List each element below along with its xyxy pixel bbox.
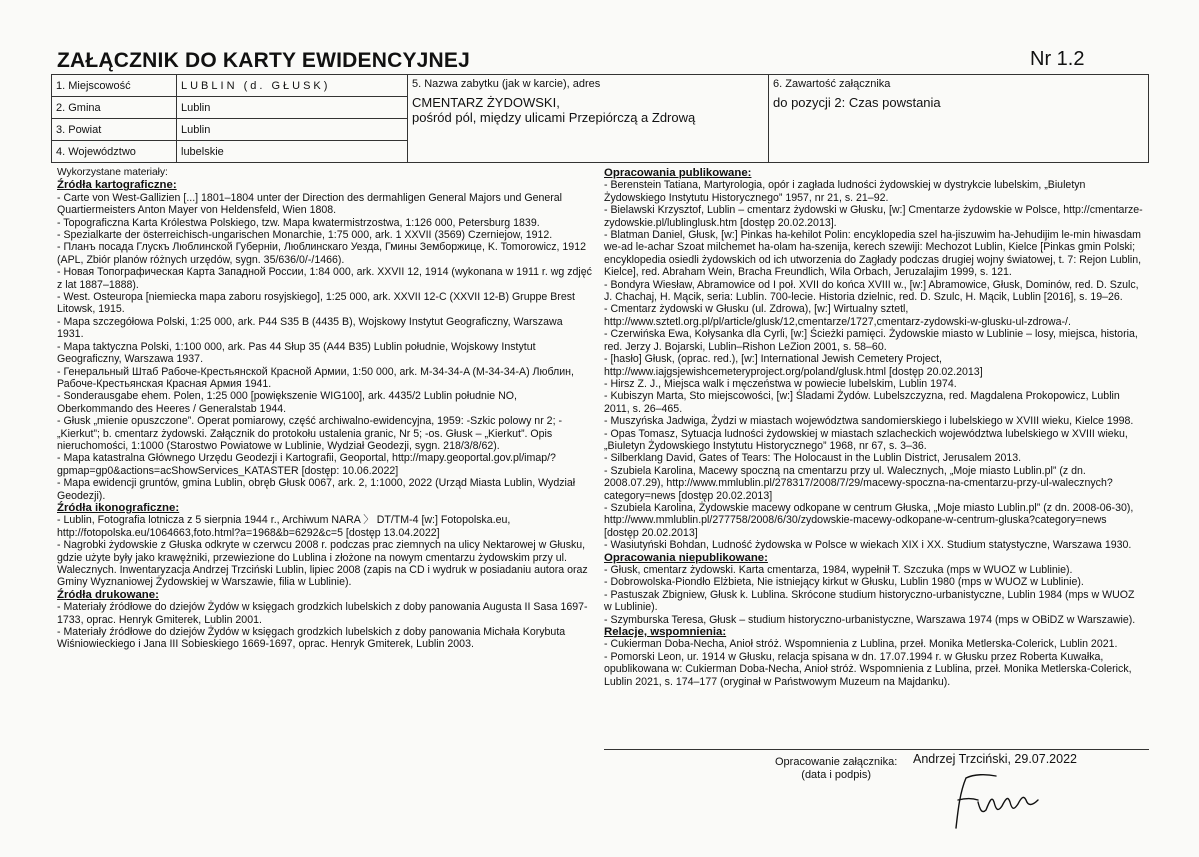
handwritten-signature [952,770,1062,832]
field-label-miejscowosc: 1. Miejscowość [52,75,177,97]
right-column [604,167,1144,688]
bibliography-entry: - Głusk, cmentarz żydowski. Karta cmentarza, 1984, wypełnił T. Szczuka (mps w WUOZ w Lublinie). [604,564,1073,576]
bibliography-entry: - Wasiutyński Bohdan, Ludność żydowska w Polsce w wiekach XIX i XX. Studium statystyczne, Warszawa 1930. [604,539,1132,552]
field-value-gmina: Lublin [177,97,408,119]
bibliography-entry: - Czerwińska Ewa, Kołysanka dla Cyrli, [w:] Ścieżki pamięci. Żydowskie miasto w Lublinie – losy, miejsca, historia, red. Jerzy J. Bojarski, Lublin–Rishon LeZion 2001, s. 58–60. [604,328,1138,353]
bibliography-entry: - [hasło] Głusk, (oprac. red.), [w:] International Jewish Cemetery Project, http://www.iajgsjewishcemeteryproject.org/poland/glusk.html [dostęp 20.02.2013] [604,353,983,378]
bibliography-entry: - Muszyńska Jadwiga, Żydzi w miastach województwa sandomierskiego i lubelskiego w XVIII wieku, Kielce 1998. [604,415,1134,428]
bibliography-entry: - Lublin, Fotografia lotnicza z 5 sierpnia 1944 r., Archiwum NARA 〉 DT/TM-4 [w:] Fotopolska.eu, http://fotopolska.eu/1064663,foto.html?a=1968&b=6292&c=5 [dostęp 13.04.2022] [57,514,511,539]
materials-label: Wykorzystane materiały: [57,167,168,178]
bibliography-entry: - Szymburska Teresa, Głusk – studium historyczno-urbanistyczne, Warszawa 1974 (mps w OBiDZ w Warszawie). [604,613,1136,626]
bibliography-entry: - Materiały źródłowe do dziejów Żydów w księgach grodzkich lubelskich z doby panowania Augusta II Sasa 1697-1733, oprac. Henryk Gmiterek, Lublin 2001. [57,601,588,626]
bibliography-entry: - Szubiela Karolina, Macewy spoczną na cmentarzu przy ul. Walecznych, „Moje miasto Lublin.pl” (z dn. 2008.07.29), http://www.mmlublin.pl/278317/2008/7/29/macewy-spoczna-na-cmentarzu-przy-ul-walecznych?category=news [dostęp 20.02.2013] [604,464,1113,502]
bibliography-entry: - Dobrowolska-Piondło Elżbieta, Nie istniejący kirkut w Głusku, Lublin 1980 (mps w WUOZ w Lublinie). [604,576,1084,589]
prepared-value: Andrzej Trzciński, 29.07.2022 [913,752,1077,766]
bibliography-entry: - Berenstein Tatiana, Martyrologia, opór i zagłada ludności żydowskiej w dystrykcie lubelskim, „Biuletyn Żydowskiego Instytutu Historycznego” 1957, nr 21, s. 21–92. [604,179,1086,204]
bibliography-entry: - Nagrobki żydowskie z Głuska odkryte w czerwcu 2008 r. podczas prac ziemnych na ulicy Nektarowej w Głusku, gdzie użyte były jako krawężniki, przewiezione do Lublina i złożone na nowym cmentarzu żydowskim przy ul. Walecznych. Inwentaryzacja Andrzej Trzciński Lublin, lipiec 2008 (zapis na CD i wydruk w posiadaniu autora oraz Gminy Wyznaniowej Żydowskiej w Warszawie, filia w Lublinie). [57,539,588,589]
bibliography-entry: - Mapa ewidencji gruntów, gmina Lublin, obręb Głusk 0067, ark. 2, 1:1000, 2022 (Urząd Miasta Lublin, Wydział Geodezji). [57,477,576,502]
bibliography-entry: - Cukierman Doba-Necha, Anioł stróż. Wspomnienia z Lublina, przeł. Monika Metlerska-Colerick, Lublin 2021. [604,638,1118,651]
field-zawartosc [769,75,1149,163]
field-value-zawartosc: do pozycji 2: Czas powstania [773,95,941,110]
bibliography-entry: - Bielawski Krzysztof, Lublin – cmentarz żydowski w Głusku, [w:] Cmentarze żydowskie w Polsce, http://cmentarze-zydowskie.pl/lublinglusk.htm [dostęp 20.02.2013]. [604,204,1143,229]
field-zabytek [408,75,769,163]
bibliography-entry: - Materiały źródłowe do dziejów Żydów w księgach grodzkich lubelskich z doby panowania Michała Korybuta Wiśniowieckiego i Jana III Sobieskiego 1669-1697, oprac. Henryk Gmiterek, Lublin 2003. [57,626,566,651]
field-value-powiat: Lublin [177,119,408,141]
bibliography-entry: - Mapa taktyczna Polski, 1:100 000, ark. Pas 44 Słup 35 (A44 B35) Lublin południe, Wojskowy Instytut Geograficzny, Warszawa 1937. [57,340,536,366]
section-heading-opracowania-publikowane: Opracowania publikowane: [604,167,752,179]
footer-divider [604,749,1149,750]
left-column [57,167,592,651]
bibliography-entry: - Spezialkarte der österreichisch-ungarischen Monarchie, 1:75 000, ark. 1 XXVII (3569) Czerniejow, 1912. [57,229,553,242]
section-heading-opracowania-niepublikowane: Opracowania niepublikowane: [604,551,768,564]
field-label-zawartosc: 6. Zawartość załącznika [773,78,891,90]
bibliography-entry: - Генеральный Штаб Рабоче-Крестьянской Красной Армии, 1:50 000, ark. M-34-34-A (M-34-34-A) Люблин, Рабоче-Крестьянская Красная Армия 1941. [57,365,574,390]
bibliography-entry: - Hirsz Z. J., Miejsca walk i męczeństwa w powiecie lubelskim, Lublin 1974. [604,377,957,390]
bibliography-entry: - Blatman Daniel, Głusk, [w:] Pinkas ha-kehilot Polin: encyklopedia szel ha-jiszuwim ha-Jehudijim le-min hiwasdam we-ad le-achar Szoat milchemet ha-olam ha-szenija, kerech szewiji: Mechozot Lublin, Kielce [Pinkas gmin Polski; encyklopedia osiedli żydowskich od ich utworzenia do Zagłady podczas drugiej wojny światowej, t. 7: Rejon Lublin, Kielce], red. Abraham Wein, Bracha Freundlich, Wila Orbach, Jeruzalajim 1999, s. 121. [604,229,1142,279]
bibliography-entry: - Głusk „mienie opuszczone”. Operat pomiarowy, część archiwalno-ewidencyjna, 1959: -Szkic polowy nr 2; -„Kierkut”; b. cmentarz żydowski. Załącznik do protokołu ustalenia granic, Nr 5; -os. Głusk – „Kierkut”. Opis nieruchomości, 1:1000 (Starostwo Powiatowe w Lublinie, Wydział Geodezji, sygn. 218/3/8/62). [57,415,562,452]
document-title: ZAŁĄCZNIK DO KARTY EWIDENCYJNEJ [57,49,471,72]
bibliography-entry: - Silberklang David, Gates of Tears: The Holocaust in the Lublin District, Jerusalem 2013. [604,452,1022,465]
prepared-label: Opracowanie załącznika: (data i podpis) [775,756,898,781]
bibliography-entry: - Планъ посада Глускъ Люблинской Губерніи, Люблинскаго Уезда, Гмины Земборжице, K. Tomorowicz, 1912 (APL, Zbiór planów różnych urzędów, sygn. 35/636/0/-/1466). [57,241,586,266]
bibliography-entry: - Pastuszak Zbigniew, Głusk k. Lublina. Skrócone studium historyczno-urbanistyczne, Lublin 1984 (mps w WUOZ w Lublinie). [604,588,1135,614]
bibliography-entry: - Topograficzna Karta Królestwa Polskiego, tzw. Mapa kwatermistrzostwa, 1:126 000, Petersburg 1839. [57,216,540,229]
bibliography-entry: - West. Osteuropa [niemiecka mapa zaboru rosyjskiego], 1:25 000, ark. XXVII 12-C (XXVII 12-B) Gruppe Brest Litowsk, 1915. [57,291,575,316]
bibliography-entry: - Mapa katastralna Głównego Urzędu Geodezji i Kartografii, Geoportal, http://mapy.geoportal.gov.pl/imap/?gpmap=gp0&actions=acShowServices_KATASTER [dostęp: 10.06.2022] [57,452,556,477]
header-table [51,74,1149,163]
section-heading-relacje-wspomnienia: Relacje, wspomnienia: [604,626,727,639]
bibliography-entry: - Szubiela Karolina, Żydowskie macewy odkopane w centrum Głuska, „Moje miasto Lublin.pl” (z dn. 2008-06-30), http://www.mmlublin.pl/277758/2008/6/30/zydowskie-macewy-odkopane-w-centrum-gluska?category=news [dostęp 20.02.2013] [604,501,1134,539]
attachment-number: Nr 1.2 [1030,48,1085,70]
field-value-wojewodztwo: lubelskie [177,141,408,163]
bibliography-entry: - Carte von West-Gallizien [...] 1801–1804 unter der Direction des dermahligen General Majors und General Quartiermeisters Anton Mayer von Heldensfeld, Wien 1808. [57,191,563,217]
section-heading-zrodla-drukowane: Źródła drukowane: [57,588,159,601]
bibliography-entry: - Mapa szczegółowa Polski, 1:25 000, ark. P44 S35 B (4435 B), Wojskowy Instytut Geograficzny, Warszawa 1931. [57,315,563,341]
field-label-powiat: 3. Powiat [52,119,177,141]
field-label-zabytek: 5. Nazwa zabytku (jak w karcie), adres [412,78,601,90]
field-value-zabytek: CMENTARZ ŻYDOWSKI, pośród pól, między ulicami Przepiórczą a Zdrową [412,95,696,125]
bibliography-entry: - Pomorski Leon, ur. 1914 w Głusku, relacja spisana w dn. 17.07.1994 r. w Głusku przez Roberta Kuwałka, opublikowana w: Cukierman Doba-Necha, Anioł stróż. Wspomnienia z Lublina, przeł. Monika Metlerska-Colerick, Lublin 2021, s. 174–177 (oryginał w Państwowym Muzeum na Majdanku). [604,650,1132,688]
field-label-gmina: 2. Gmina [52,97,177,119]
bibliography-entry: - Sonderausgabe ehem. Polen, 1:25 000 [powiększenie WIG100], ark. 4435/2 Lublin południe NO, Oberkommando des Heeres / Generalstab 1944. [57,390,517,415]
bibliography-entry: - Kubiszyn Marta, Sto miejscowości, [w:] Śladami Żydów. Lubelszczyzna, red. Magdalena Prokopowicz, Lublin 2011, s. 26–465. [604,390,1120,415]
field-label-wojewodztwo: 4. Województwo [52,141,177,163]
bibliography-entry: - Новая Топографическая Карта Западной России, 1:84 000, ark. XXVII 12, 1914 (wykonana w 1911 r. wg zdjęć z lat 1887–1888). [57,266,592,291]
section-heading-zrodla-ikonograficzne: Źródła ikonograficzne: [57,501,180,514]
field-value-miejscowosc: LUBLIN (d. GŁUSK) [177,75,408,97]
bibliography-entry: - Cmentarz żydowski w Głusku (ul. Zdrowa), [w:] Wirtualny sztetl, http://www.sztetl.org.pl/pl/article/glusk/12,cmentarze/1727,cmentarz-zydowski-w-glusku-ul-zdrowa-/. [604,303,1071,328]
section-heading-zrodla-kartograficzne: Źródła kartograficzne: [57,179,177,192]
bibliography-entry: - Bondyra Wiesław, Abramowice od I poł. XVII do końca XVIII w., [w:] Abramowice, Głusk, Dominów, red. D. Szulc, J. Chachaj, H. Mącik, seria: Lublin. 700-lecie. Historia dzielnic, red. D. Szulc, H. Mącik, Lublin [2016], s. 19–26. [604,278,1139,304]
bibliography-entry: - Opas Tomasz, Sytuacja ludności żydowskiej w miastach szlacheckich województwa lubelskiego w XVIII wieku, „Biuletyn Żydowskiego Instytutu Historycznego” 1968, nr 67, s. 3–36. [604,427,1128,452]
